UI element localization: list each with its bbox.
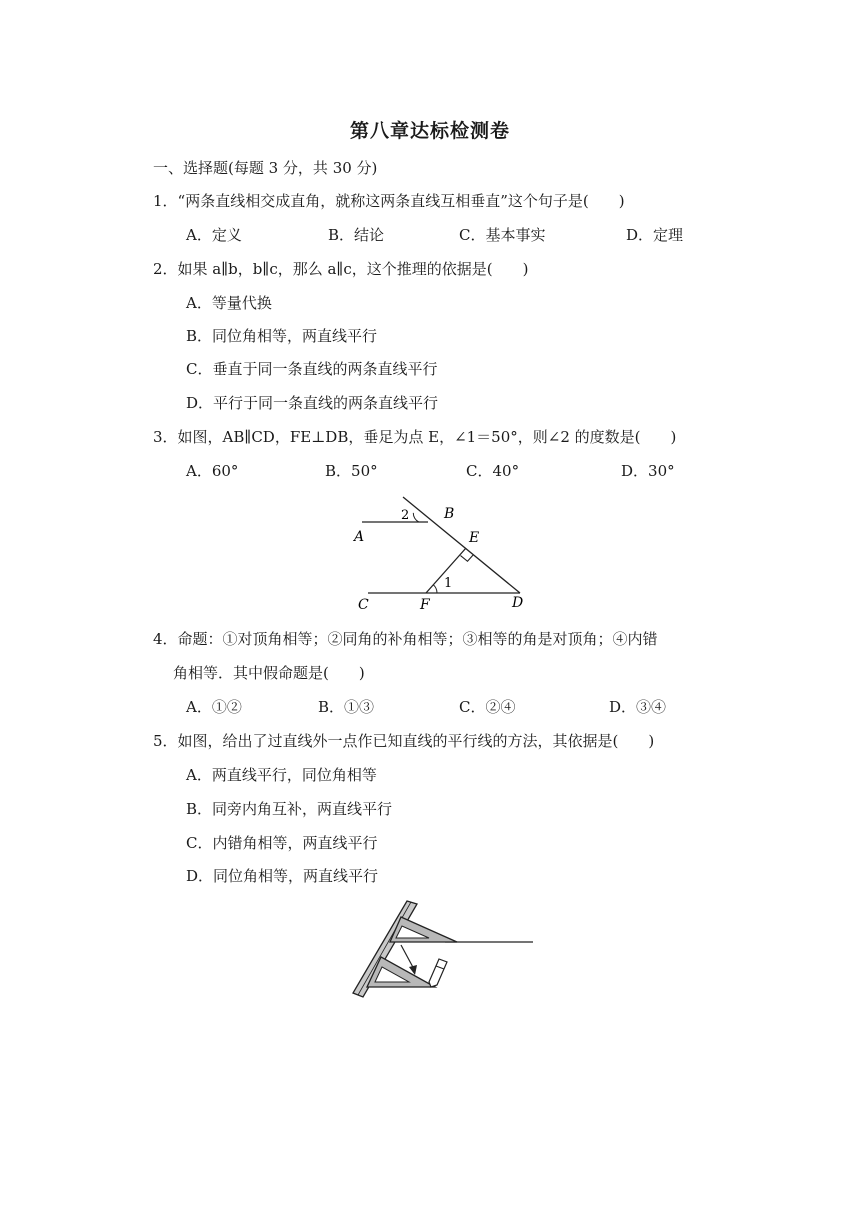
label-a: A bbox=[354, 529, 365, 545]
question-1-stem: 1．“两条直线相交成直角，就称这两条直线互相垂直”这个句子是( ) bbox=[153, 192, 625, 210]
label-d: D bbox=[512, 595, 524, 611]
question-3-option-c[interactable]: C．40° bbox=[466, 462, 520, 480]
question-1-option-a[interactable]: A．定义 bbox=[186, 226, 242, 244]
question-5-stem: 5．如图，给出了过直线外一点作已知直线的平行线的方法，其依据是( ) bbox=[153, 732, 655, 750]
question-3-figure bbox=[340, 490, 540, 615]
question-2-option-a[interactable]: A．等量代换 bbox=[186, 294, 272, 312]
question-4-option-d[interactable]: D．③④ bbox=[609, 698, 667, 716]
question-2-stem: 2．如果 a∥b，b∥c，那么 a∥c，这个推理的依据是( ) bbox=[153, 260, 529, 278]
line-db bbox=[403, 497, 520, 593]
label-2: 2 bbox=[401, 508, 410, 523]
label-f: F bbox=[420, 597, 430, 613]
angle-1-arc bbox=[433, 585, 437, 593]
question-5-option-a[interactable]: A．两直线平行，同位角相等 bbox=[186, 766, 377, 784]
question-5-option-c[interactable]: C．内错角相等，两直线平行 bbox=[186, 834, 378, 852]
question-1-option-c[interactable]: C．基本事实 bbox=[459, 226, 546, 244]
question-4-stem-line-1: 4．命题：①对顶角相等；②同角的补角相等；③相等的角是对顶角；④内错 bbox=[153, 630, 658, 648]
question-2-option-c[interactable]: C．垂直于同一条直线的两条直线平行 bbox=[186, 360, 438, 378]
question-1-option-b[interactable]: B．结论 bbox=[328, 226, 385, 244]
label-c: C bbox=[358, 597, 369, 613]
question-4-option-a[interactable]: A．①② bbox=[186, 698, 242, 716]
question-4-option-c[interactable]: C．②④ bbox=[459, 698, 516, 716]
page-title: 第八章达标检测卷 bbox=[349, 120, 510, 142]
pencil-icon bbox=[429, 959, 447, 987]
question-2-option-b[interactable]: B．同位角相等，两直线平行 bbox=[186, 327, 378, 345]
angle-2-arc bbox=[413, 513, 419, 522]
question-1-option-d[interactable]: D．定理 bbox=[626, 226, 684, 244]
label-b: B bbox=[444, 506, 455, 522]
question-3-option-d[interactable]: D．30° bbox=[621, 462, 675, 480]
question-5-option-d[interactable]: D．同位角相等，两直线平行 bbox=[186, 867, 379, 885]
label-e: E bbox=[469, 530, 480, 546]
question-3-stem: 3．如图，AB∥CD，FE⊥DB，垂足为点 E，∠1＝50°，则∠2 的度数是( ) bbox=[153, 428, 677, 446]
question-3-option-b[interactable]: B．50° bbox=[325, 462, 378, 480]
question-4-stem-line-2: 角相等．其中假命题是( ) bbox=[173, 664, 365, 682]
question-2-option-d[interactable]: D．平行于同一条直线的两条直线平行 bbox=[186, 394, 439, 412]
right-angle-mark bbox=[461, 555, 474, 561]
question-4-option-b[interactable]: B．①③ bbox=[318, 698, 375, 716]
section-heading: 一、选择题(每题 3 分，共 30 分) bbox=[153, 159, 378, 177]
label-1: 1 bbox=[444, 576, 453, 591]
question-3-option-a[interactable]: A．60° bbox=[186, 462, 239, 480]
question-5-option-b[interactable]: B．同旁内角互补，两直线平行 bbox=[186, 800, 393, 818]
question-5-figure bbox=[345, 895, 545, 1005]
